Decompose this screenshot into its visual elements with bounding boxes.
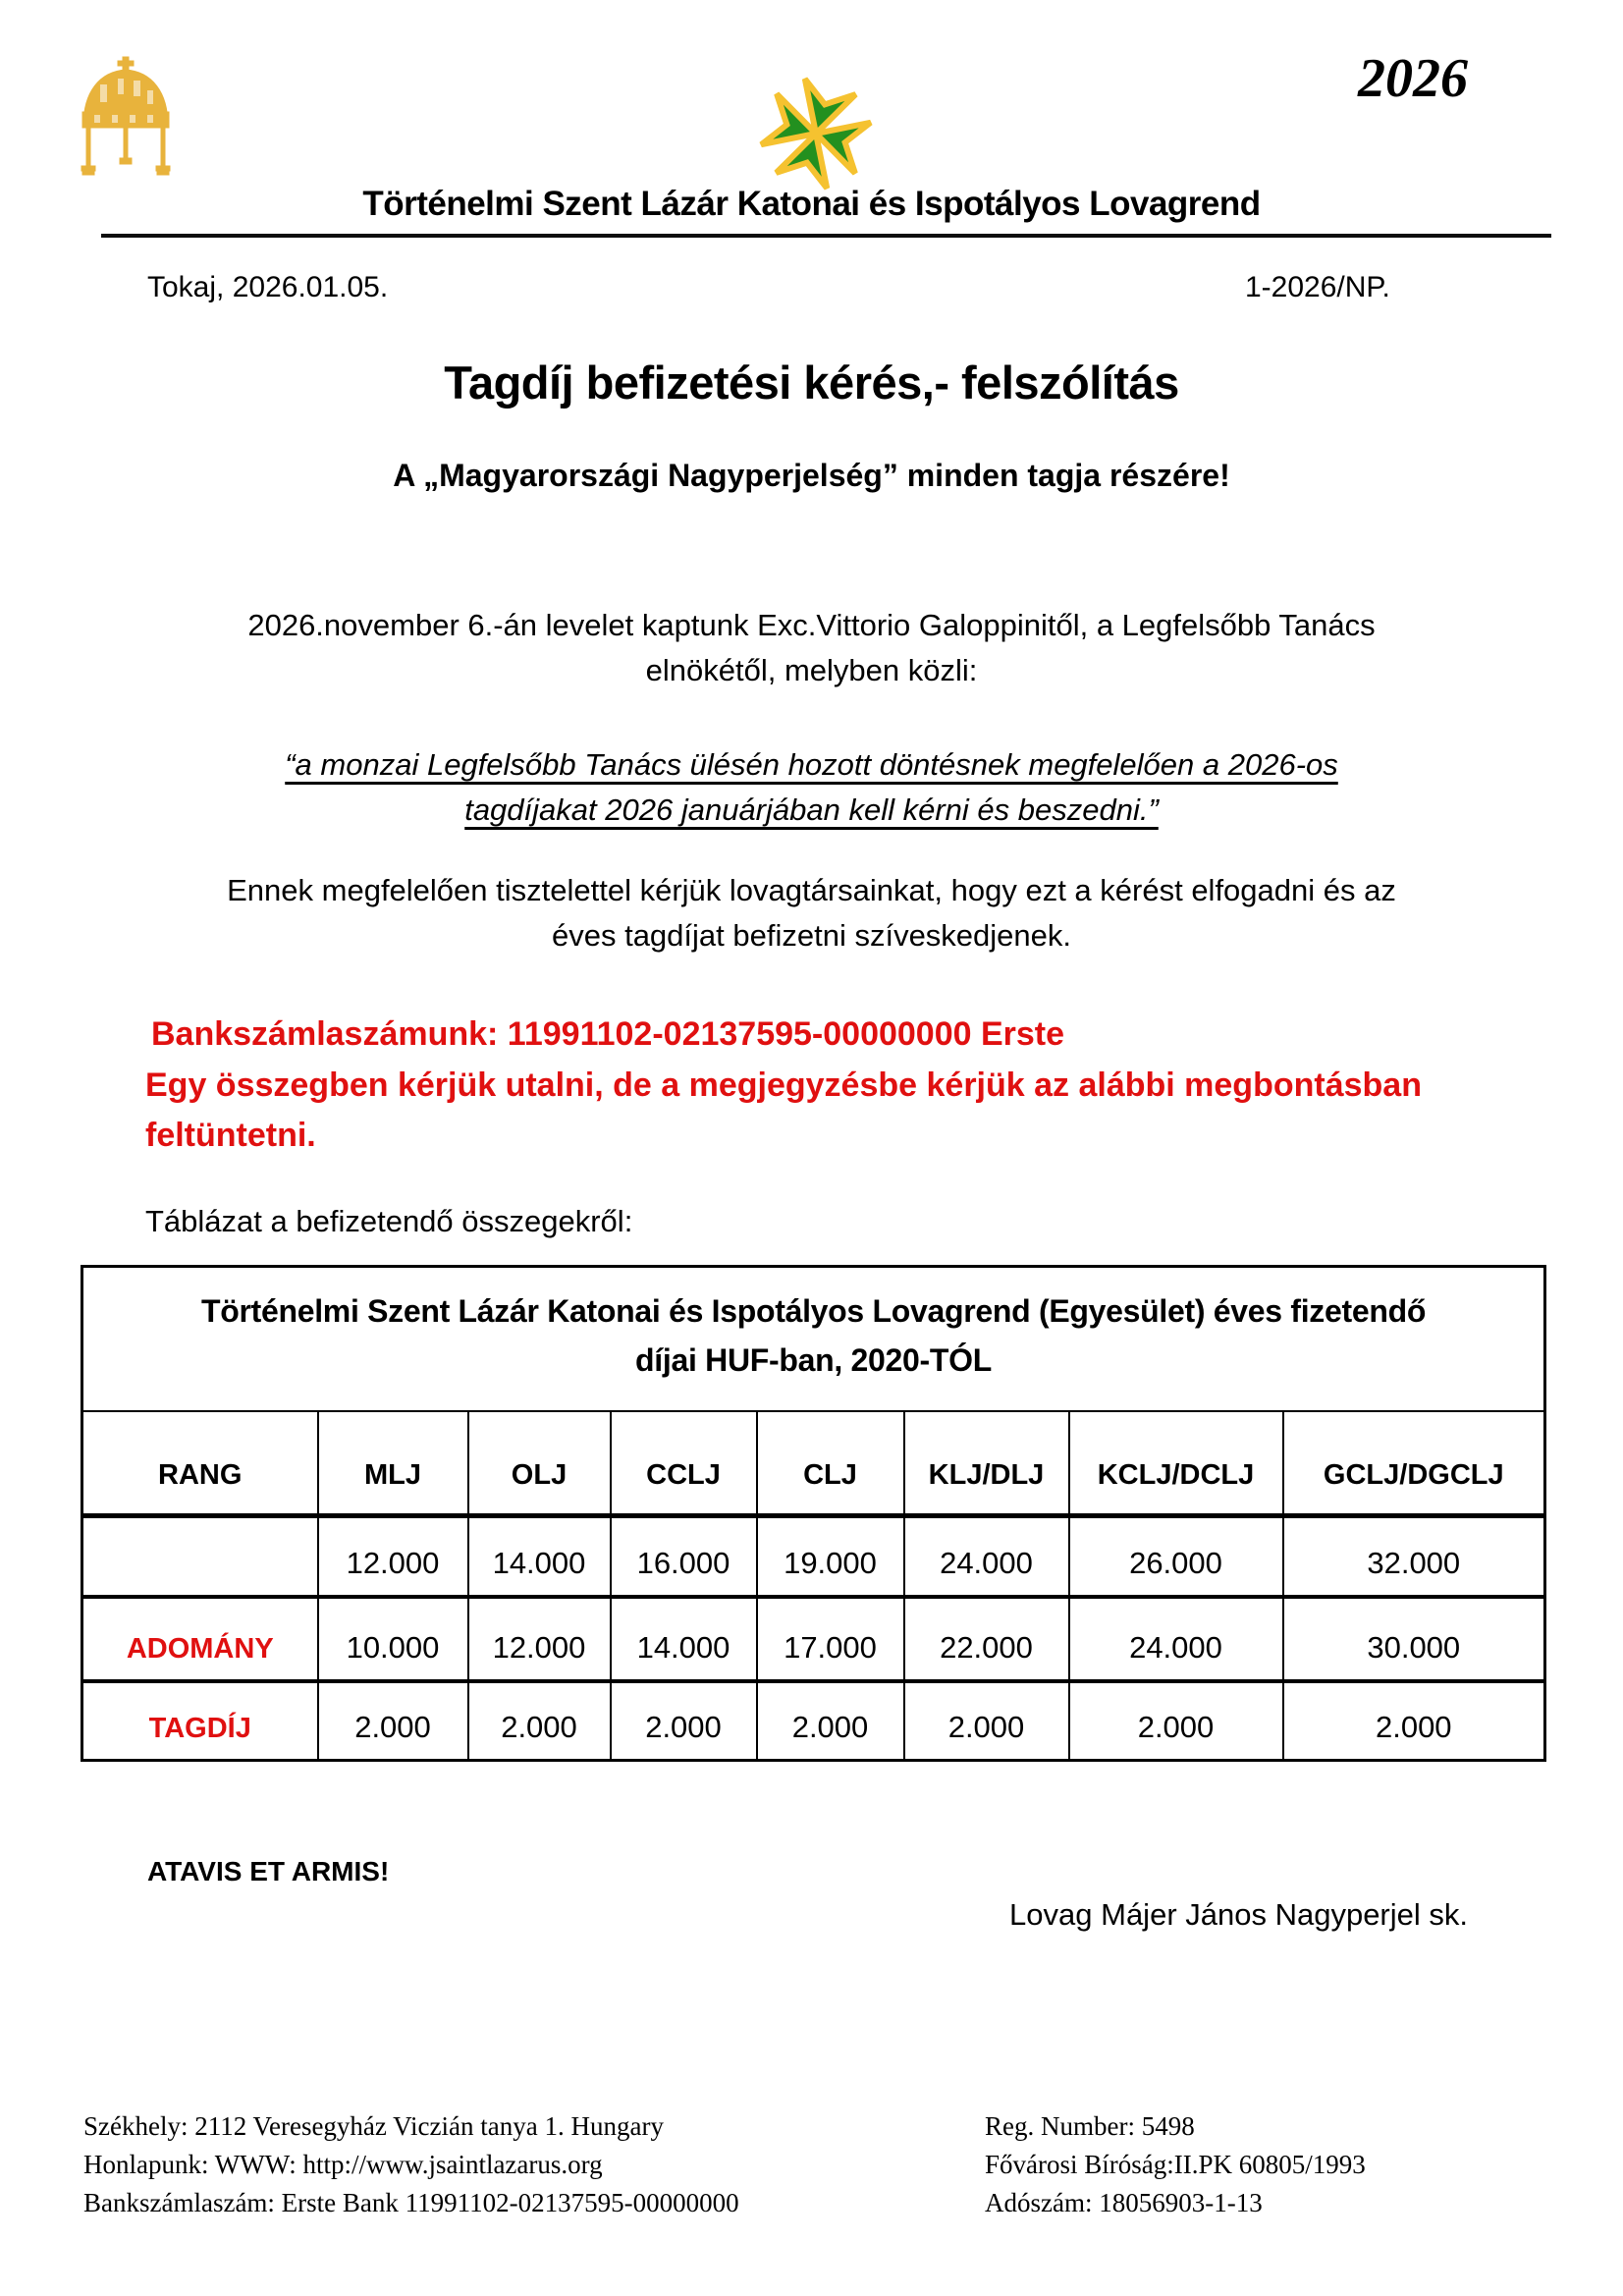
column-header-kclj-dclj: KCLJ/DCLJ <box>1069 1411 1283 1516</box>
fee-value-cell: 14.000 <box>468 1516 611 1598</box>
fee-table-title-row <box>82 1267 1545 1412</box>
fee-value-cell: 2.000 <box>318 1681 468 1761</box>
fee-value-cell: 2.000 <box>611 1681 757 1761</box>
fee-table-row-base <box>82 1516 1545 1598</box>
footer-address: Székhely: 2112 Veresegyház Viczián tanya 1. Hungary <box>83 2111 664 2141</box>
fee-value-cell: 32.000 <box>1283 1516 1545 1598</box>
footer-left-column <box>83 2107 739 2222</box>
fee-value-cell: 22.000 <box>904 1597 1069 1681</box>
intro-paragraph: 2026.november 6.-án levelet kaptunk Exc.Vittorio Galoppinitől, a Legfelsőbb Tanács elnökétől, melyben közli: <box>247 608 1376 687</box>
fee-value-cell: 30.000 <box>1283 1597 1545 1681</box>
fee-value-cell: 2.000 <box>468 1681 611 1761</box>
column-header-gclj-dgclj: GCLJ/DGCLJ <box>1283 1411 1545 1516</box>
fee-value-cell: 19.000 <box>757 1516 904 1598</box>
footer-right-column <box>985 2107 1366 2222</box>
fee-value-cell: 14.000 <box>611 1597 757 1681</box>
council-quote: “a monzai Legfelsőbb Tanács ülésén hozott döntésnek megfelelően a 2026-os tagdíjakat 2026 januárjában kell kérni és beszedni.” <box>285 747 1338 827</box>
column-header-mlj: MLJ <box>318 1411 468 1516</box>
row-label: TAGDÍJ <box>82 1681 318 1761</box>
footer-court-reg: Fővárosi Bíróság:II.PK 60805/1993 <box>985 2150 1366 2179</box>
fee-value-cell: 16.000 <box>611 1516 757 1598</box>
table-intro-text: Táblázat a befizetendő összegekről: <box>145 1204 633 1238</box>
reference-number: 1-2026/NP. <box>1245 271 1390 303</box>
fee-value-cell: 2.000 <box>904 1681 1069 1761</box>
fee-value-cell: 2.000 <box>1069 1681 1283 1761</box>
hungarian-holy-crown-icon <box>71 49 181 188</box>
bank-account-note <box>145 1010 1441 1162</box>
fee-value-cell: 26.000 <box>1069 1516 1283 1598</box>
fee-table-header-row <box>82 1411 1545 1516</box>
motto-text: ATAVIS ET ARMIS! <box>147 1856 390 1886</box>
fee-table-body <box>82 1516 1545 1761</box>
fee-value-cell: 10.000 <box>318 1597 468 1681</box>
fee-value-cell: 24.000 <box>904 1516 1069 1598</box>
fee-value-cell: 2.000 <box>1283 1681 1545 1761</box>
footer-tax-number: Adószám: 18056903-1-13 <box>985 2188 1263 2217</box>
header-divider <box>101 234 1551 238</box>
fee-value-cell: 12.000 <box>318 1516 468 1598</box>
signature-line: Lovag Májer János Nagyperjel sk. <box>1009 1897 1468 1932</box>
fee-value-cell: 12.000 <box>468 1597 611 1681</box>
maltese-cross-icon <box>754 75 878 197</box>
org-name-heading: Történelmi Szent Lázár Katonai és Ispotályos Lovagrend <box>362 185 1261 223</box>
fee-table-row-tagdíj <box>82 1681 1545 1761</box>
bank-account-line: Bankszámlaszámunk: 11991102-02137595-00000000 Erste <box>151 1015 1065 1053</box>
column-header-cclj: CCLJ <box>611 1411 757 1516</box>
document-title: Tagdíj befizetési kérés,- felszólítás <box>444 356 1179 409</box>
fee-table <box>81 1265 1546 1762</box>
column-header-klj-dlj: KLJ/DLJ <box>904 1411 1069 1516</box>
footer-bank-account: Bankszámlaszám: Erste Bank 11991102-02137595-00000000 <box>83 2188 739 2217</box>
year-badge: 2026 <box>1358 48 1468 109</box>
footer-reg-number: Reg. Number: 5498 <box>985 2111 1195 2141</box>
footer-website: Honlapunk: WWW: http://www.jsaintlazarus.org <box>83 2150 603 2179</box>
place-date: Tokaj, 2026.01.05. <box>147 271 389 303</box>
column-header-clj: CLJ <box>757 1411 904 1516</box>
fee-table-title: Történelmi Szent Lázár Katonai és Ispotályos Lovagrend (Egyesület) éves fizetendő díjai HUF-ban, 2020-TÓL <box>82 1267 1545 1412</box>
row-label <box>82 1516 318 1598</box>
document-subtitle: A „Magyarországi Nagyperjelség” minden tagja részére! <box>393 458 1230 493</box>
column-header-rang: RANG <box>82 1411 318 1516</box>
fee-table-container <box>81 1265 1546 1762</box>
fee-value-cell: 17.000 <box>757 1597 904 1681</box>
row-label: ADOMÁNY <box>82 1597 318 1681</box>
column-header-olj: OLJ <box>468 1411 611 1516</box>
fee-table-row-adomány <box>82 1597 1545 1681</box>
request-paragraph: Ennek megfelelően tisztelettel kérjük lovagtársainkat, hogy ezt a kérést elfogadni és az éves tagdíjat befizetni szíveskedjenek. <box>227 873 1396 953</box>
bank-instruction-line: Egy összegben kérjük utalni, de a megjegyzésbe kérjük az alábbi megbontásban feltüntetni. <box>145 1066 1422 1155</box>
fee-value-cell: 2.000 <box>757 1681 904 1761</box>
fee-value-cell: 24.000 <box>1069 1597 1283 1681</box>
